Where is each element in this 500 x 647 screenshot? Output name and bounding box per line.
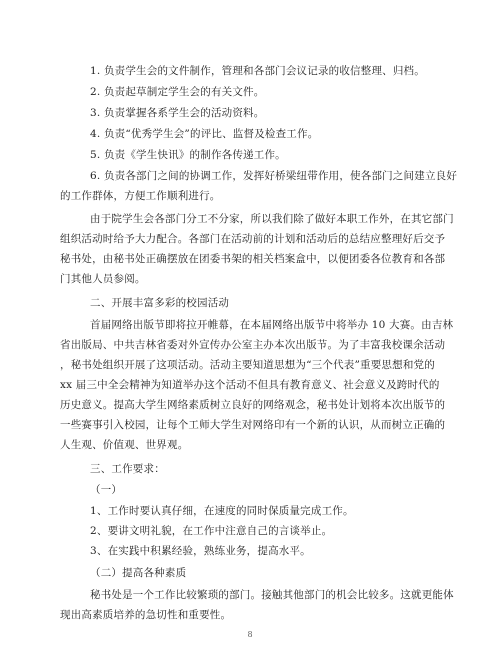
list-item-6-cont: 的工作群体，方便工作顺利进行。 xyxy=(60,190,221,202)
list-item-6: 6. 负责各部门之间的协调工作，发挥好桥梁纽带作用，使各部门之间建立良好 xyxy=(90,170,458,182)
paragraph-line: 首届网络出版节即将拉开帷幕，在本届网络出版节中将举办 10 大赛。由吉林 xyxy=(90,319,454,331)
section-heading: 二、开展丰富多彩的校园活动 xyxy=(90,297,230,309)
paragraph-line: 由于院学生会各部门分工不分家，所以我们除了做好本职工作外，在其它部门 xyxy=(90,213,454,225)
paragraph-line: ，秘书处组织开展了这项活动。活动主要知道思想为“三个代表”重要思想和党的 xyxy=(60,359,435,371)
paragraph-line: xx 届三中全会精神为知道举办这个活动不但具有教育意义、社会意义及跨时代的 xyxy=(60,379,440,391)
paragraph-line: 秘书处是一个工作比较繁琐的部门。接触其他部门的机会比较多。这就更能体 xyxy=(90,589,454,601)
subsection-heading: （二）提高各种素质 xyxy=(90,567,187,579)
paragraph-line: 门其他人员参阅。 xyxy=(60,273,146,285)
section-heading: 三、工作要求： xyxy=(90,463,165,475)
paragraph-line: 省出版局、中共吉林省委对外宣传办公室主办本次出版节。为了丰富我校课余活动 xyxy=(60,339,446,351)
list-item-4: 4. 负责“优秀学生会”的评比、监督及检查工作。 xyxy=(90,128,319,140)
paragraph-line: 秘书处，由秘书处正确摆放在团委书架的相关档案盒中，以便团委各位教育和各部 xyxy=(60,253,446,265)
list-item: 3、在实践中积累经验，熟练业务，提高水平。 xyxy=(90,545,311,557)
paragraph-line: 历史意义。提高大学生网络素质树立良好的网络观念，秘书处计划将本次出版节的 xyxy=(60,399,446,411)
paragraph-line: 现出高素质培养的急切性和重要性。 xyxy=(60,609,232,621)
paragraph-line: 人生观、价值观、世界观。 xyxy=(60,439,189,451)
list-item-1: 1. 负责学生会的文件制作，管理和各部门会议记录的收信整理、归档。 xyxy=(90,65,425,77)
paragraph-line: 一些赛事引入校园，让每个工师大学生对网络印有一个新的认识，从而树立正确的 xyxy=(60,419,446,431)
page-number: 8 xyxy=(247,630,253,639)
list-item-2: 2. 负责起草制定学生会的有关文件。 xyxy=(90,86,265,98)
subsection-heading: （一） xyxy=(90,484,123,496)
list-item: 1、工作时要认真仔细，在速度的同时保质量完成工作。 xyxy=(90,505,354,517)
list-item-3: 3. 负责掌握各系学生会的活动资料。 xyxy=(90,107,265,119)
list-item: 2、要讲文明礼貌，在工作中注意自己的言谈举止。 xyxy=(90,525,333,537)
paragraph-line: 组织活动时给予大力配合。各部门在活动前的计划和活动后的总结应整理好后交予 xyxy=(60,233,446,245)
list-item-5: 5. 负责《学生快讯》的制作各传递工作。 xyxy=(90,149,286,161)
